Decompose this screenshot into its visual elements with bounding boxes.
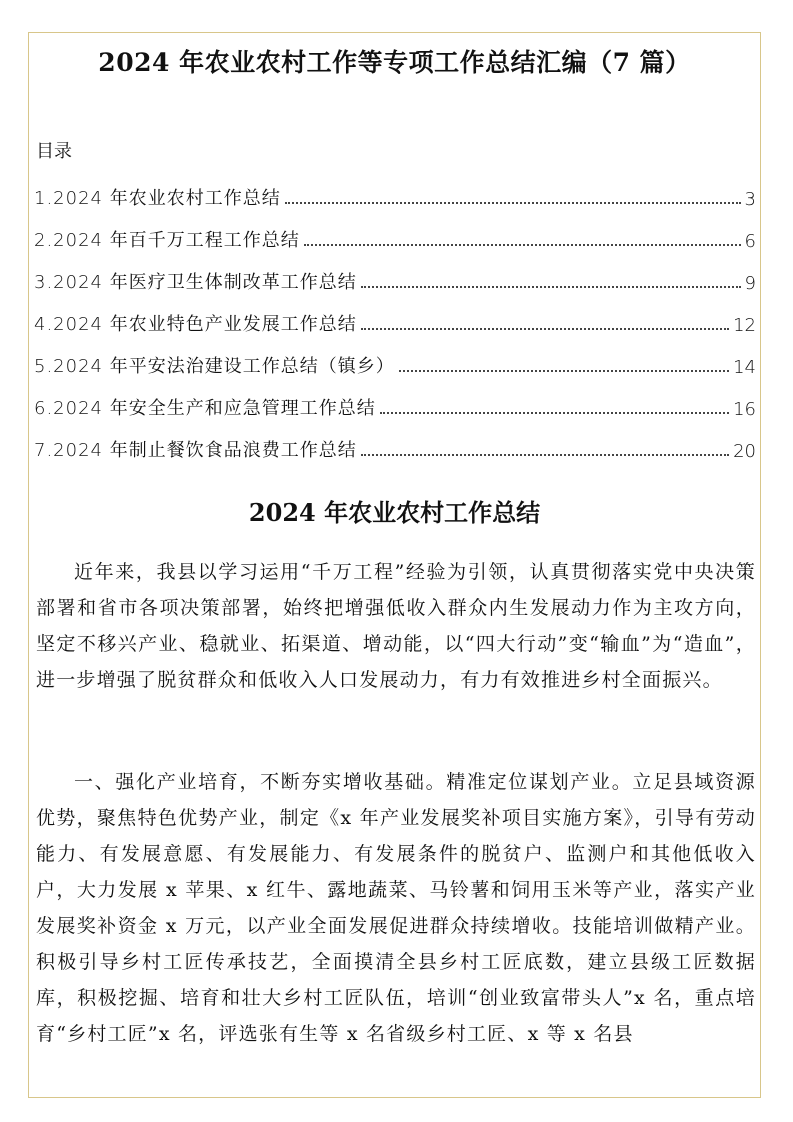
document-title: 2024 年农业农村工作等专项工作总结汇编（7 篇） [98, 48, 691, 77]
toc-leader-dots [361, 285, 741, 288]
toc-entry-page: 3 [744, 189, 756, 210]
toc-entry[interactable] [34, 378, 756, 420]
toc-entry-page: 20 [733, 441, 756, 462]
toc-entry-title: 1.2024 年农业农村工作总结 [34, 188, 281, 209]
body-paragraph: 一、强化产业培育，不断夯实增收基础。精准定位谋划产业。立足县域资源优势，聚焦特色优势产业，制定《x 年产业发展奖补项目实施方案》，引导有劳动能力、有发展意愿、有发展能力、有发展条件的脱贫户、监测户和其他低收入户，大力发展 x 苹果、x 红牛、露地蔬菜、马铃薯和饲用玉米等产业，落实产业发展奖补资金 x 万元，以产业全面发展促进群众持续增收。技能培训做精产业。积极引导乡村工匠传承技艺，全面摸清全县乡村工匠底数，建立县级工匠数据库，积极挖掘、培育和壮大乡村工匠队伍，培训“创业致富带头人”x 名，重点培育“乡村工匠”x 名，评选张有生等 x 名省级乡村工匠、x 等 x 名县 [36, 771, 756, 1045]
toc-entry-title: 2.2024 年百千万工程工作总结 [34, 230, 300, 251]
body-paragraph: 近年来，我县以学习运用“千万工程”经验为引领，认真贯彻落实党中央决策部署和省市各项决策部署，始终把增强低收入群众内生发展动力作为主攻方向，坚定不移兴产业、稳就业、拓渠道、增动能，以“四大行动”变“输血”为“造血”，进一步增强了脱贫群众和低收入人口发展动力，有力有效推进乡村全面振兴。 [36, 561, 756, 691]
toc-entry[interactable] [34, 210, 756, 252]
toc-entry-title: 7.2024 年制止餐饮食品浪费工作总结 [34, 440, 357, 461]
toc-leader-dots [285, 201, 741, 204]
toc-entry-title: 3.2024 年医疗卫生体制改革工作总结 [34, 272, 357, 293]
table-of-contents [34, 168, 756, 462]
toc-entry-title: 5.2024 年平安法治建设工作总结（镇乡） [34, 356, 395, 377]
toc-leader-dots [361, 327, 729, 330]
toc-leader-dots [361, 453, 729, 456]
toc-entry[interactable] [34, 420, 756, 462]
toc-entry[interactable] [34, 294, 756, 336]
toc-entry-page: 12 [733, 315, 756, 336]
toc-entry-page: 6 [744, 231, 756, 252]
toc-entry-page: 14 [733, 357, 756, 378]
toc-heading: 目录 [36, 141, 72, 162]
section-title: 2024 年农业农村工作总结 [248, 498, 541, 527]
toc-leader-dots [304, 243, 741, 246]
toc-entry-page: 16 [733, 399, 756, 420]
toc-entry[interactable] [34, 168, 756, 210]
toc-entry-title: 6.2024 年安全生产和应急管理工作总结 [34, 398, 376, 419]
toc-entry[interactable] [34, 252, 756, 294]
toc-entry-page: 9 [744, 273, 756, 294]
toc-leader-dots [399, 369, 729, 372]
toc-entry-title: 4.2024 年农业特色产业发展工作总结 [34, 314, 357, 335]
toc-leader-dots [380, 411, 729, 414]
toc-entry[interactable] [34, 336, 756, 378]
